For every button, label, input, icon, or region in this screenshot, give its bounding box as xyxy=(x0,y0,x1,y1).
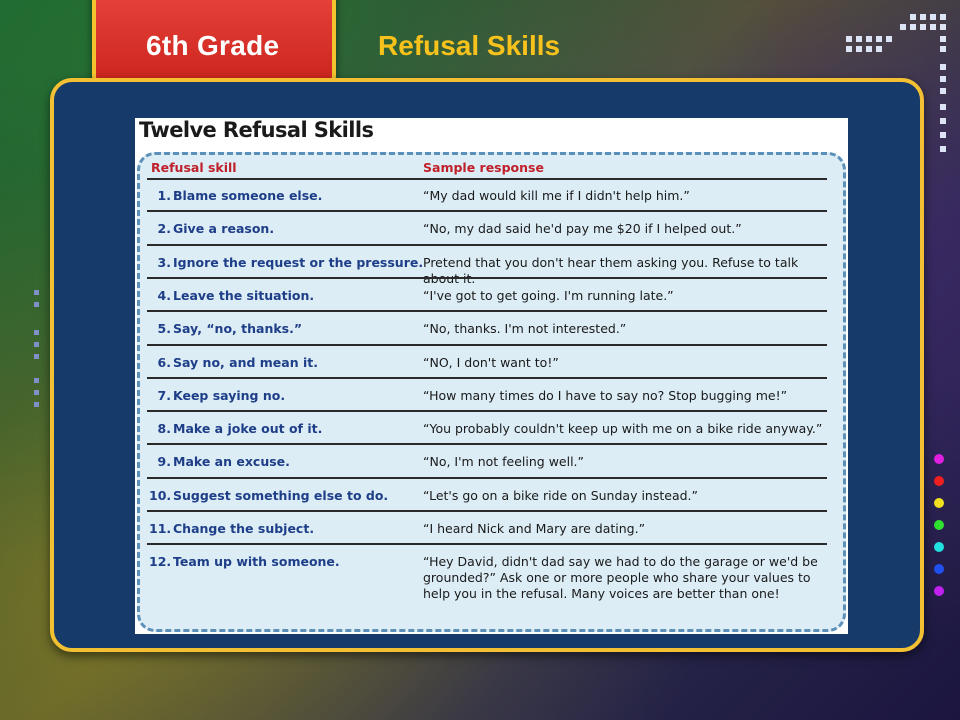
sample-response-text: “NO, I don't want to!” xyxy=(423,354,559,370)
table-divider xyxy=(147,277,827,279)
table-divider xyxy=(147,477,827,479)
refusal-skill-text: Make a joke out of it. xyxy=(173,421,323,437)
refusal-skill-text: Blame someone else. xyxy=(173,188,323,203)
color-dot xyxy=(934,520,944,530)
row-number: 2. xyxy=(157,221,171,237)
sample-response-text: “Hey David, didn't dad say we had to do the garage or we'd be grounded?” Ask one or more people who share your values to help you in the refusal. Many voices are better than one! xyxy=(423,554,818,602)
row-number: 7. xyxy=(157,387,171,403)
sample-response-text: “No, I'm not feeling well.” xyxy=(423,454,585,470)
sample-response-text: “No, my dad said he'd pay me $20 if I helped out.” xyxy=(423,221,742,237)
refusal-skill-text: Team up with someone. xyxy=(173,554,340,570)
column-header-response: Sample response xyxy=(423,160,544,175)
refusal-skill-text: Leave the situation. xyxy=(173,287,315,303)
table-divider xyxy=(147,210,827,212)
slide-title: Refusal Skills xyxy=(378,30,561,61)
row-number: 8. xyxy=(157,421,171,437)
decorative-dots-left xyxy=(32,290,44,410)
grade-label: 6th Grade xyxy=(146,30,280,61)
refusal-skill-text: Say, “no, thanks.” xyxy=(173,321,303,337)
refusal-skill-text: Change the subject. xyxy=(173,521,315,536)
refusal-skill-text: Make an excuse. xyxy=(173,454,290,470)
refusal-skill-text: Give a reason. xyxy=(173,221,275,237)
table-divider xyxy=(147,443,827,445)
row-number: 11. xyxy=(149,521,172,536)
sample-response-text: “How many times do I have to say no? Stop bugging me!” xyxy=(423,387,788,403)
sample-response-text: “I've got to get going. I'm running late.” xyxy=(423,287,674,303)
refusal-skill-text: Say no, and mean it. xyxy=(173,354,318,370)
color-dot xyxy=(934,586,944,596)
color-dot xyxy=(934,454,944,464)
sample-response-text: “Let's go on a bike ride on Sunday instead.” xyxy=(423,487,698,503)
sample-response-text: Pretend that you don't hear them asking you. Refuse to talk xyxy=(423,254,799,270)
row-number: 5. xyxy=(157,321,171,337)
decorative-color-dots xyxy=(934,454,946,606)
sample-response-text: “No, thanks. I'm not interested.” xyxy=(423,321,627,337)
table-divider xyxy=(147,510,827,512)
table-divider xyxy=(147,377,827,379)
refusal-skills-table-image xyxy=(135,118,848,634)
color-dot xyxy=(934,542,944,552)
row-number: 4. xyxy=(157,287,171,303)
table-divider xyxy=(147,543,827,545)
table-divider xyxy=(147,410,827,412)
color-dot xyxy=(934,564,944,574)
row-number: 10. xyxy=(149,487,172,503)
row-number: 9. xyxy=(157,454,171,470)
table-divider xyxy=(147,310,827,312)
row-number: 1. xyxy=(157,188,171,203)
row-number: 6. xyxy=(157,354,171,370)
refusal-skill-text: Keep saying no. xyxy=(173,387,286,403)
sample-response-text: “You probably couldn't keep up with me on a bike ride anyway.” xyxy=(423,421,823,437)
table-title: Twelve Refusal Skills xyxy=(139,118,374,142)
table-divider xyxy=(147,344,827,346)
color-dot xyxy=(934,498,944,508)
row-number: 3. xyxy=(157,254,171,270)
refusal-skill-text: Ignore the request or the pressure. xyxy=(173,254,424,270)
table-divider xyxy=(147,178,827,180)
sample-response-text: “My dad would kill me if I didn't help him.” xyxy=(423,188,690,203)
refusal-skill-text: Suggest something else to do. xyxy=(173,487,389,503)
table-divider xyxy=(147,244,827,246)
column-header-skill: Refusal skill xyxy=(151,160,237,175)
sample-response-text: “I heard Nick and Mary are dating.” xyxy=(423,521,646,536)
row-number: 12. xyxy=(149,554,172,570)
color-dot xyxy=(934,476,944,486)
